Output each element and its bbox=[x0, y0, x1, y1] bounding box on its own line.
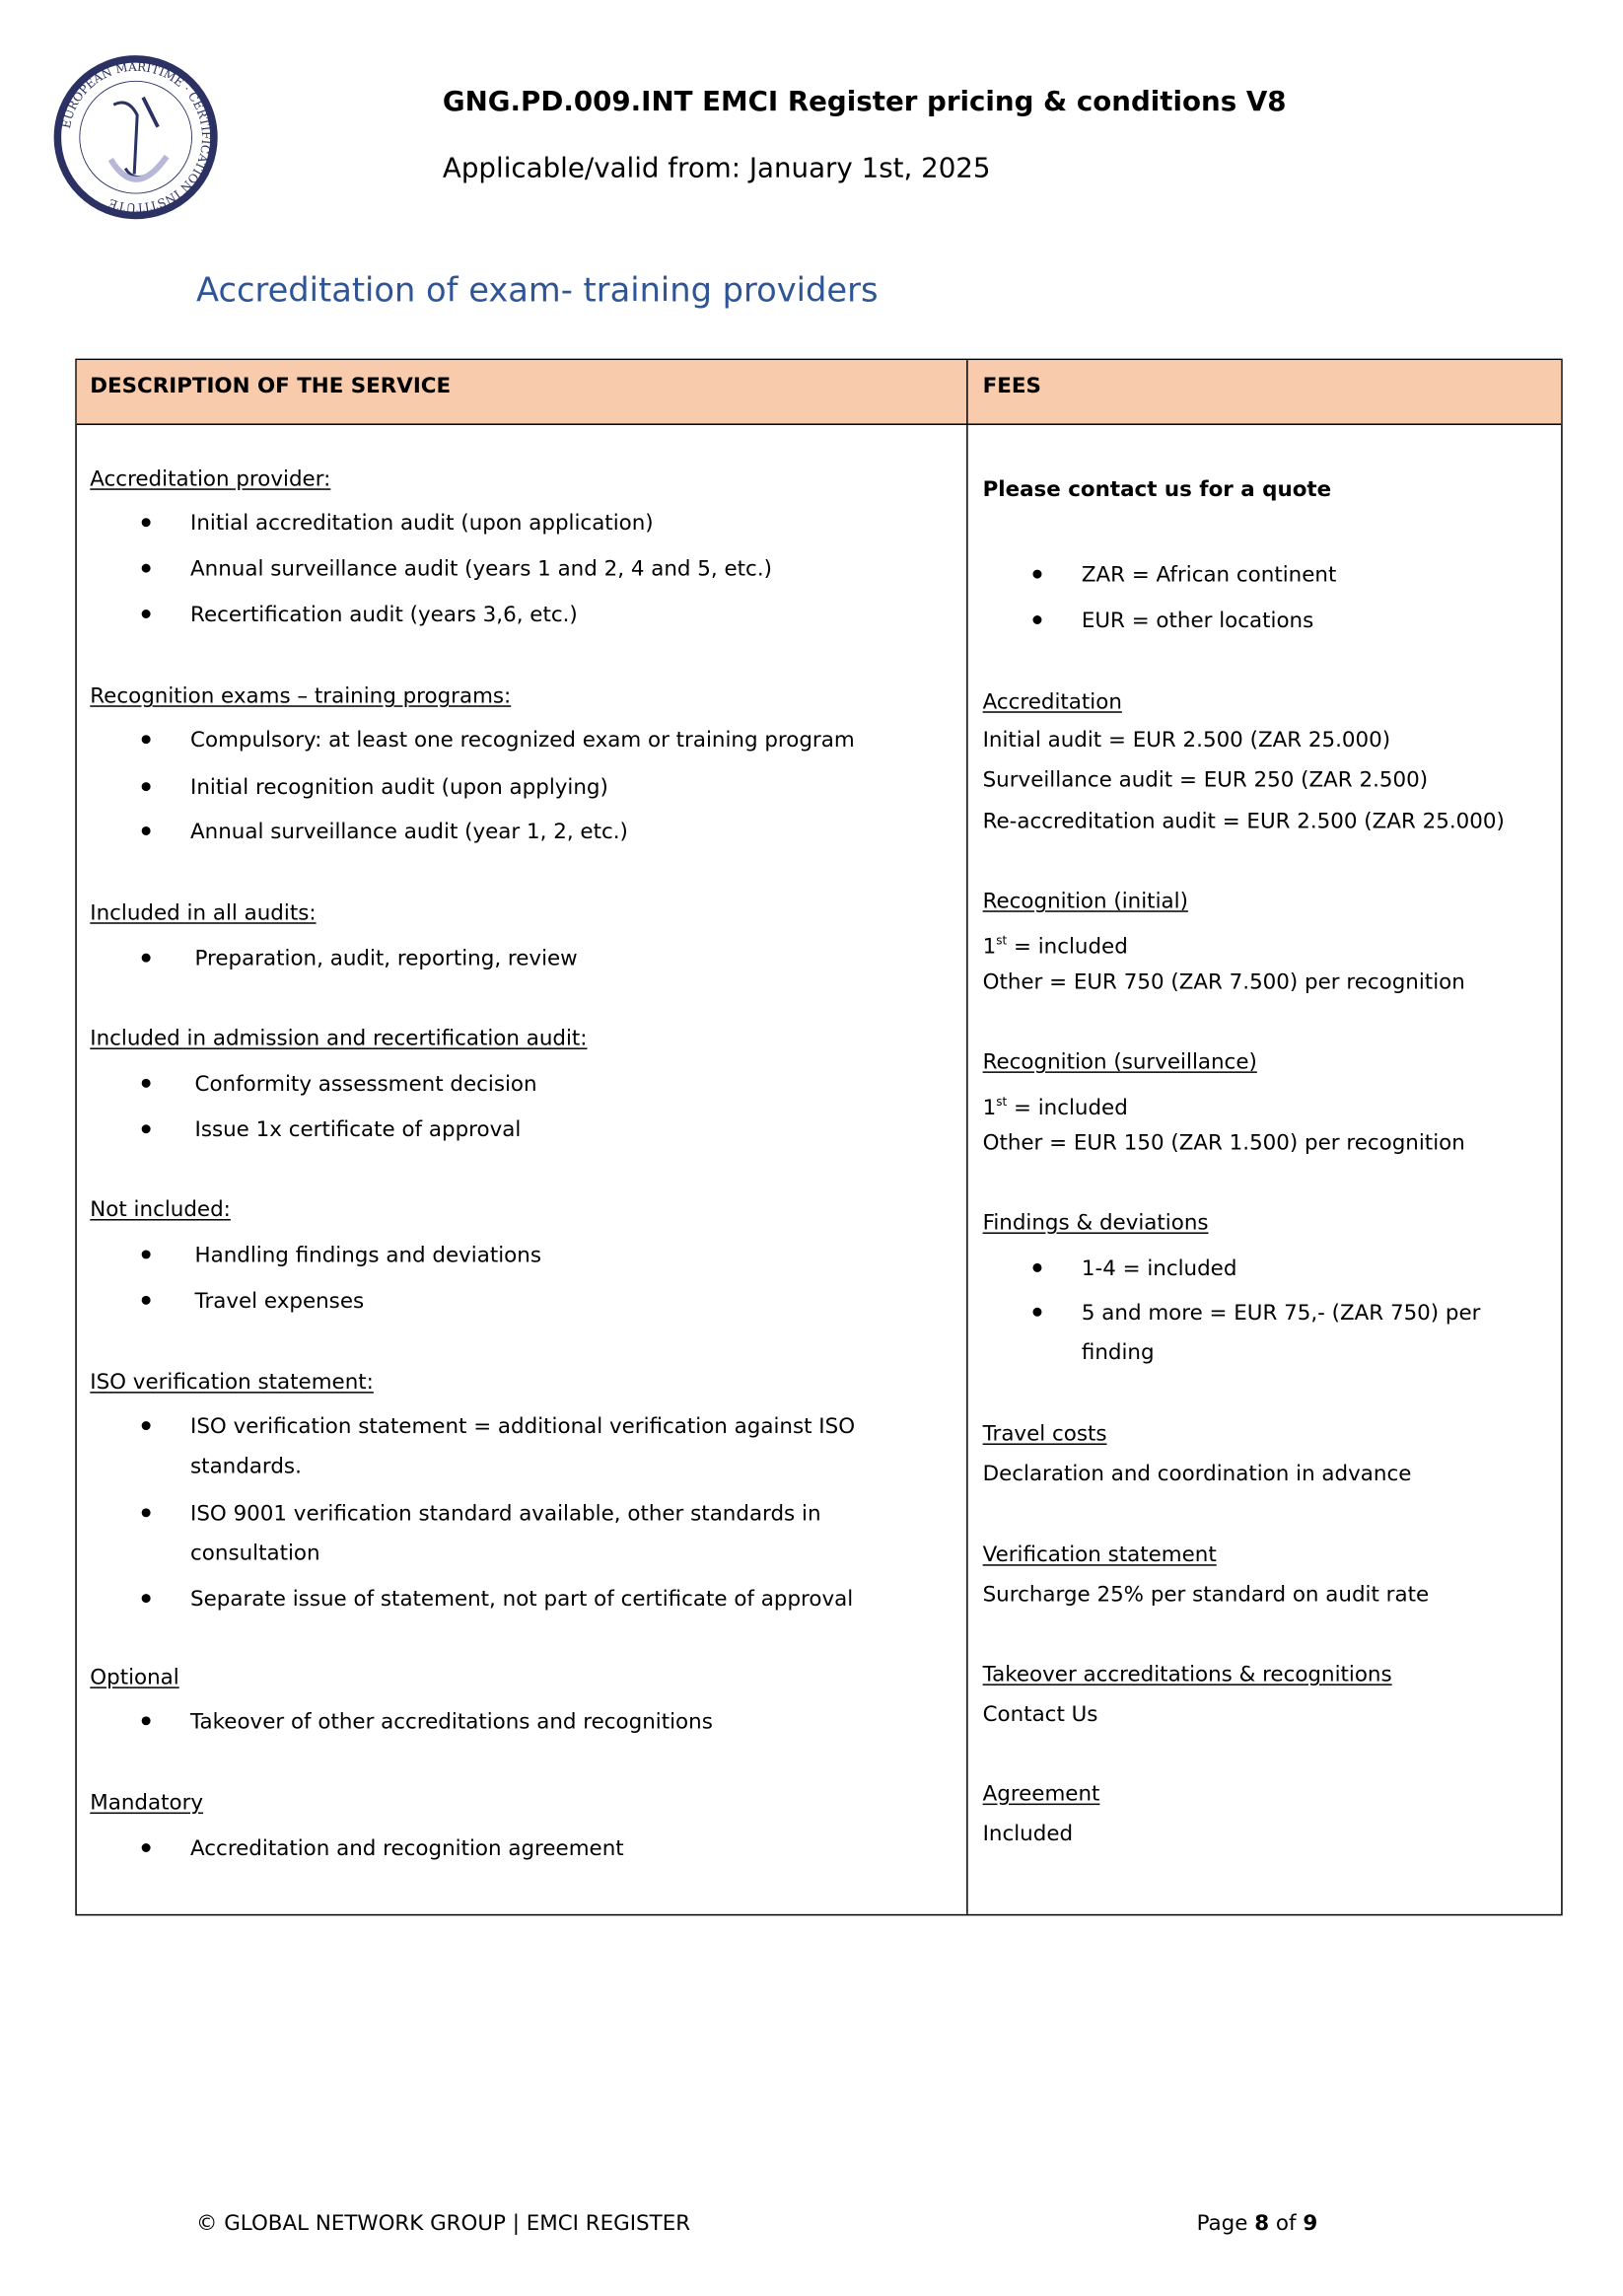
list-item: ISO 9001 verification standard available, other standards in consultation bbox=[190, 1502, 821, 1566]
findings-item: 1-4 = included bbox=[1081, 1256, 1237, 1281]
fee-line: Declaration and coordination in advance bbox=[982, 1462, 1412, 1486]
currency-item: ZAR = African continent bbox=[1081, 563, 1337, 588]
fees-section-title: Takeover accreditations & recognitions bbox=[982, 1663, 1392, 1687]
section-heading: Accreditation of exam- training providers bbox=[196, 271, 879, 311]
fees-section-title: Verification statement bbox=[982, 1543, 1217, 1568]
column-header-description: DESCRIPTION OF THE SERVICE bbox=[90, 375, 452, 399]
fee-line: Surcharge 25% per standard on audit rate bbox=[982, 1583, 1430, 1608]
list-item: Initial accreditation audit (upon application) bbox=[190, 512, 654, 537]
bullet-icon bbox=[142, 1594, 151, 1603]
ordinal-suffix: st bbox=[996, 934, 1008, 948]
left-section-title: Included in all audits: bbox=[90, 901, 317, 926]
bullet-icon bbox=[142, 1421, 151, 1430]
left-section-title: Optional bbox=[90, 1666, 179, 1690]
fee-line-first-included bbox=[983, 928, 1128, 961]
bullet-icon bbox=[142, 735, 151, 744]
list-item: Handling findings and deviations bbox=[194, 1244, 541, 1268]
bullet-icon bbox=[142, 954, 151, 963]
emci-logo bbox=[51, 53, 220, 222]
bullet-icon bbox=[142, 1250, 151, 1258]
fee-line: Other = EUR 750 (ZAR 7.500) per recognition bbox=[982, 970, 1465, 995]
page-label: Page bbox=[1196, 2212, 1248, 2237]
included-text: = included bbox=[1007, 1096, 1128, 1120]
bullet-icon bbox=[142, 1508, 151, 1517]
svg-text:EUROPEAN MARITIME · CERTIFICAT: EUROPEAN MARITIME · CERTIFICATION INSTITUTE bbox=[58, 59, 214, 215]
list-item: Issue 1x certificate of approval bbox=[194, 1118, 522, 1143]
fee-line: Initial audit = EUR 2.500 (ZAR 25.000) bbox=[982, 729, 1391, 753]
bullet-icon bbox=[1032, 1308, 1041, 1317]
list-item: Conformity assessment decision bbox=[194, 1072, 537, 1097]
included-text: = included bbox=[1007, 935, 1128, 960]
list-item: Initial recognition audit (upon applying) bbox=[190, 776, 608, 801]
list-item: Compulsory: at least one recognized exam or training program bbox=[190, 729, 855, 753]
bullet-icon bbox=[142, 1079, 151, 1088]
page-current: 8 bbox=[1254, 2212, 1270, 2237]
page-number bbox=[1197, 2212, 1318, 2236]
fees-section-title: Recognition (initial) bbox=[982, 890, 1188, 914]
fees-section-title: Travel costs bbox=[982, 1422, 1107, 1447]
bullet-icon bbox=[142, 826, 151, 835]
bullet-icon bbox=[142, 1716, 151, 1725]
fee-line: Re-accreditation audit = EUR 2.500 (ZAR 25.000) bbox=[982, 810, 1505, 834]
left-section-title: ISO verification statement: bbox=[90, 1371, 374, 1396]
fees-section-title: Recognition (surveillance) bbox=[982, 1050, 1257, 1075]
page-total: 9 bbox=[1303, 2212, 1318, 2237]
list-item: Travel expenses bbox=[194, 1289, 365, 1314]
fee-line: Contact Us bbox=[982, 1702, 1098, 1727]
bullet-icon bbox=[142, 782, 151, 791]
list-item: Recertification audit (years 3,6, etc.) bbox=[190, 604, 578, 627]
column-header-fees: FEES bbox=[982, 375, 1041, 399]
page-of: of bbox=[1275, 2212, 1297, 2237]
bullet-icon bbox=[142, 610, 151, 618]
list-item: Annual surveillance audit (year 1, 2, etc.) bbox=[190, 820, 628, 844]
fees-section-title: Findings & deviations bbox=[982, 1211, 1209, 1236]
column-divider bbox=[966, 360, 968, 1914]
left-section-title: Not included: bbox=[90, 1198, 231, 1223]
bullet-icon bbox=[1032, 615, 1041, 624]
left-section-title: Accreditation provider: bbox=[90, 467, 331, 492]
footer-copyright: © GLOBAL NETWORK GROUP | EMCI REGISTER bbox=[196, 2212, 691, 2237]
bullet-icon bbox=[142, 1124, 151, 1133]
ordinal-suffix: st bbox=[996, 1095, 1008, 1109]
left-section-title: Included in admission and recertification audit: bbox=[90, 1027, 588, 1051]
validity-date: Applicable/valid from: January 1st, 2025 bbox=[442, 153, 991, 185]
bullet-icon bbox=[1032, 1263, 1041, 1272]
fees-section-title: Accreditation bbox=[982, 690, 1122, 715]
document-title: GNG.PD.009.INT EMCI Register pricing & conditions V8 bbox=[442, 87, 1287, 118]
ordinal-number: 1 bbox=[982, 1096, 997, 1120]
list-item: Separate issue of statement, not part of certificate of approval bbox=[190, 1588, 854, 1613]
findings-item: 5 and more = EUR 75,- (ZAR 750) per finding bbox=[1081, 1301, 1481, 1366]
left-section-title: Recognition exams – training programs: bbox=[90, 684, 512, 709]
fees-section-title: Agreement bbox=[982, 1782, 1100, 1807]
fee-line-first-included bbox=[983, 1089, 1128, 1121]
list-item: Preparation, audit, reporting, review bbox=[194, 947, 578, 971]
ordinal-number: 1 bbox=[982, 935, 997, 960]
bullet-icon bbox=[142, 1296, 151, 1305]
bullet-icon bbox=[142, 564, 151, 573]
list-item: ISO verification statement = additional verification against ISO standards. bbox=[190, 1415, 856, 1479]
table-header-row bbox=[77, 360, 1561, 425]
currency-item: EUR = other locations bbox=[1081, 610, 1314, 633]
list-item: Accreditation and recognition agreement bbox=[190, 1837, 624, 1861]
left-section-title: Mandatory bbox=[90, 1791, 204, 1816]
bullet-icon bbox=[142, 518, 151, 527]
contact-quote-note: Please contact us for a quote bbox=[982, 477, 1332, 502]
bullet-icon bbox=[1032, 570, 1041, 579]
list-item: Takeover of other accreditations and recognitions bbox=[190, 1710, 713, 1735]
list-item: Annual surveillance audit (years 1 and 2, 4 and 5, etc.) bbox=[190, 557, 772, 582]
fee-line: Included bbox=[982, 1823, 1074, 1846]
fee-line: Other = EUR 150 (ZAR 1.500) per recognition bbox=[982, 1131, 1465, 1156]
bullet-icon bbox=[142, 1843, 151, 1852]
fee-line: Surveillance audit = EUR 250 (ZAR 2.500) bbox=[982, 768, 1429, 793]
